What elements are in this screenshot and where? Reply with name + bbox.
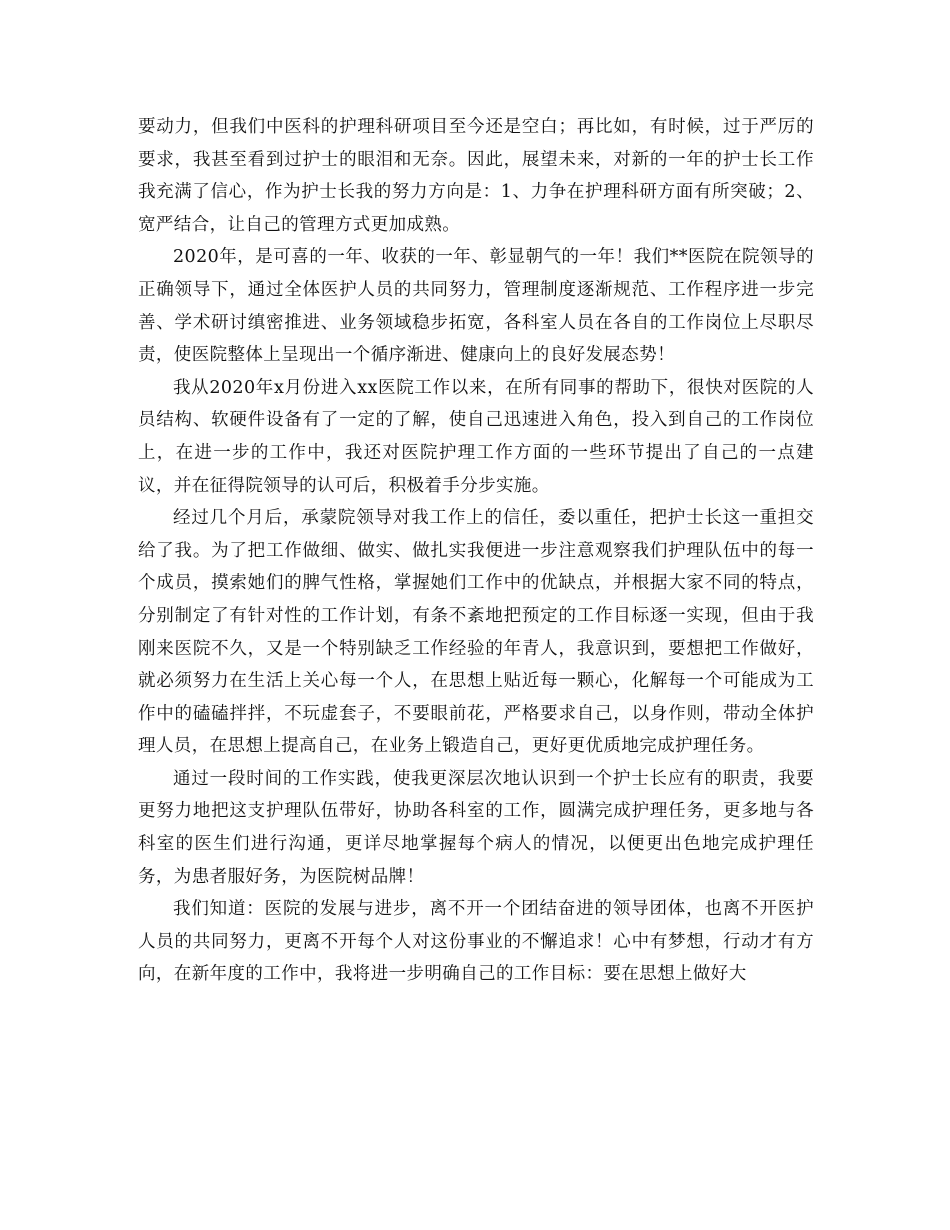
paragraph-2: 2020年，是可喜的一年、收获的一年、彰显朝气的一年！我们**医院在院领导的正确领导下，通过全体医护人员的共同努力，管理制度逐渐规范、工作程序进一步完善、学术研讨缜密推进、业务领域稳步拓宽，各科室人员在各自的工作岗位上尽职尽责，使医院整体上呈现出一个循序渐进、健康向上的良好发展态势！ xyxy=(138,247,814,366)
paragraph-1: 要动力，但我们中医科的护理科研项目至今还是空白；再比如，有时候，过于严厉的要求，我甚至看到过护士的眼泪和无奈。因此，展望未来，对新的一年的护士长工作我充满了信心，作为护士长我的努力方向是：1、力争在护理科研方面有所突破；2、宽严结合，让自己的管理方式更加成熟。 xyxy=(138,117,814,235)
paragraph-3: 我从2020年x月份进入xx医院工作以来，在所有同事的帮助下，很快对医院的人员结构、软硬件设备有了一定的了解，使自己迅速进入角色，投入到自己的工作岗位上，在进一步的工作中，我还对医院护理工作方面的一些环节提出了自己的一点建议，并在征得院领导的认可后，积极着手分步实施。 xyxy=(138,377,814,496)
paragraph-6: 我们知道：医院的发展与进步，离不开一个团结奋进的领导团体，也离不开医护人员的共同努力，更离不开每个人对这份事业的不懈追求！心中有梦想，行动才有方向，在新年度的工作中，我将进一步明确自己的工作目标：要在思想上做好大 xyxy=(138,899,814,985)
paragraph-5: 通过一段时间的工作实践，使我更深层次地认识到一个护士长应有的职责，我要更努力地把这支护理队伍带好，协助各科室的工作，圆满完成护理任务，更多地与各科室的医生们进行沟通，更详尽地掌握每个病人的情况，以便更出色地完成护理任务，为患者服好务，为医院树品牌！ xyxy=(138,768,814,887)
document-body xyxy=(138,111,814,991)
paragraph-4: 经过几个月后，承蒙院领导对我工作上的信任，委以重任，把护士长这一重担交给了我。为了把工作做细、做实、做扎实我便进一步注意观察我们护理队伍中的每一个成员，摸索她们的脾气性格，掌握她们工作中的优缺点，并根据大家不同的特点，分别制定了有针对性的工作计划，有条不紊地把预定的工作目标逐一实现，但由于我刚来医院不久，又是一个特别缺乏工作经验的年青人，我意识到，要想把工作做好，就必须努力在生活上关心每一个人，在思想上贴近每一颗心，化解每一个可能成为工作中的磕磕拌拌，不玩虚套子，不要眼前花，严格要求自己，以身作则，带动全体护理人员，在思想上提高自己，在业务上锻造自己，更好更优质地完成护理任务。 xyxy=(138,508,814,757)
